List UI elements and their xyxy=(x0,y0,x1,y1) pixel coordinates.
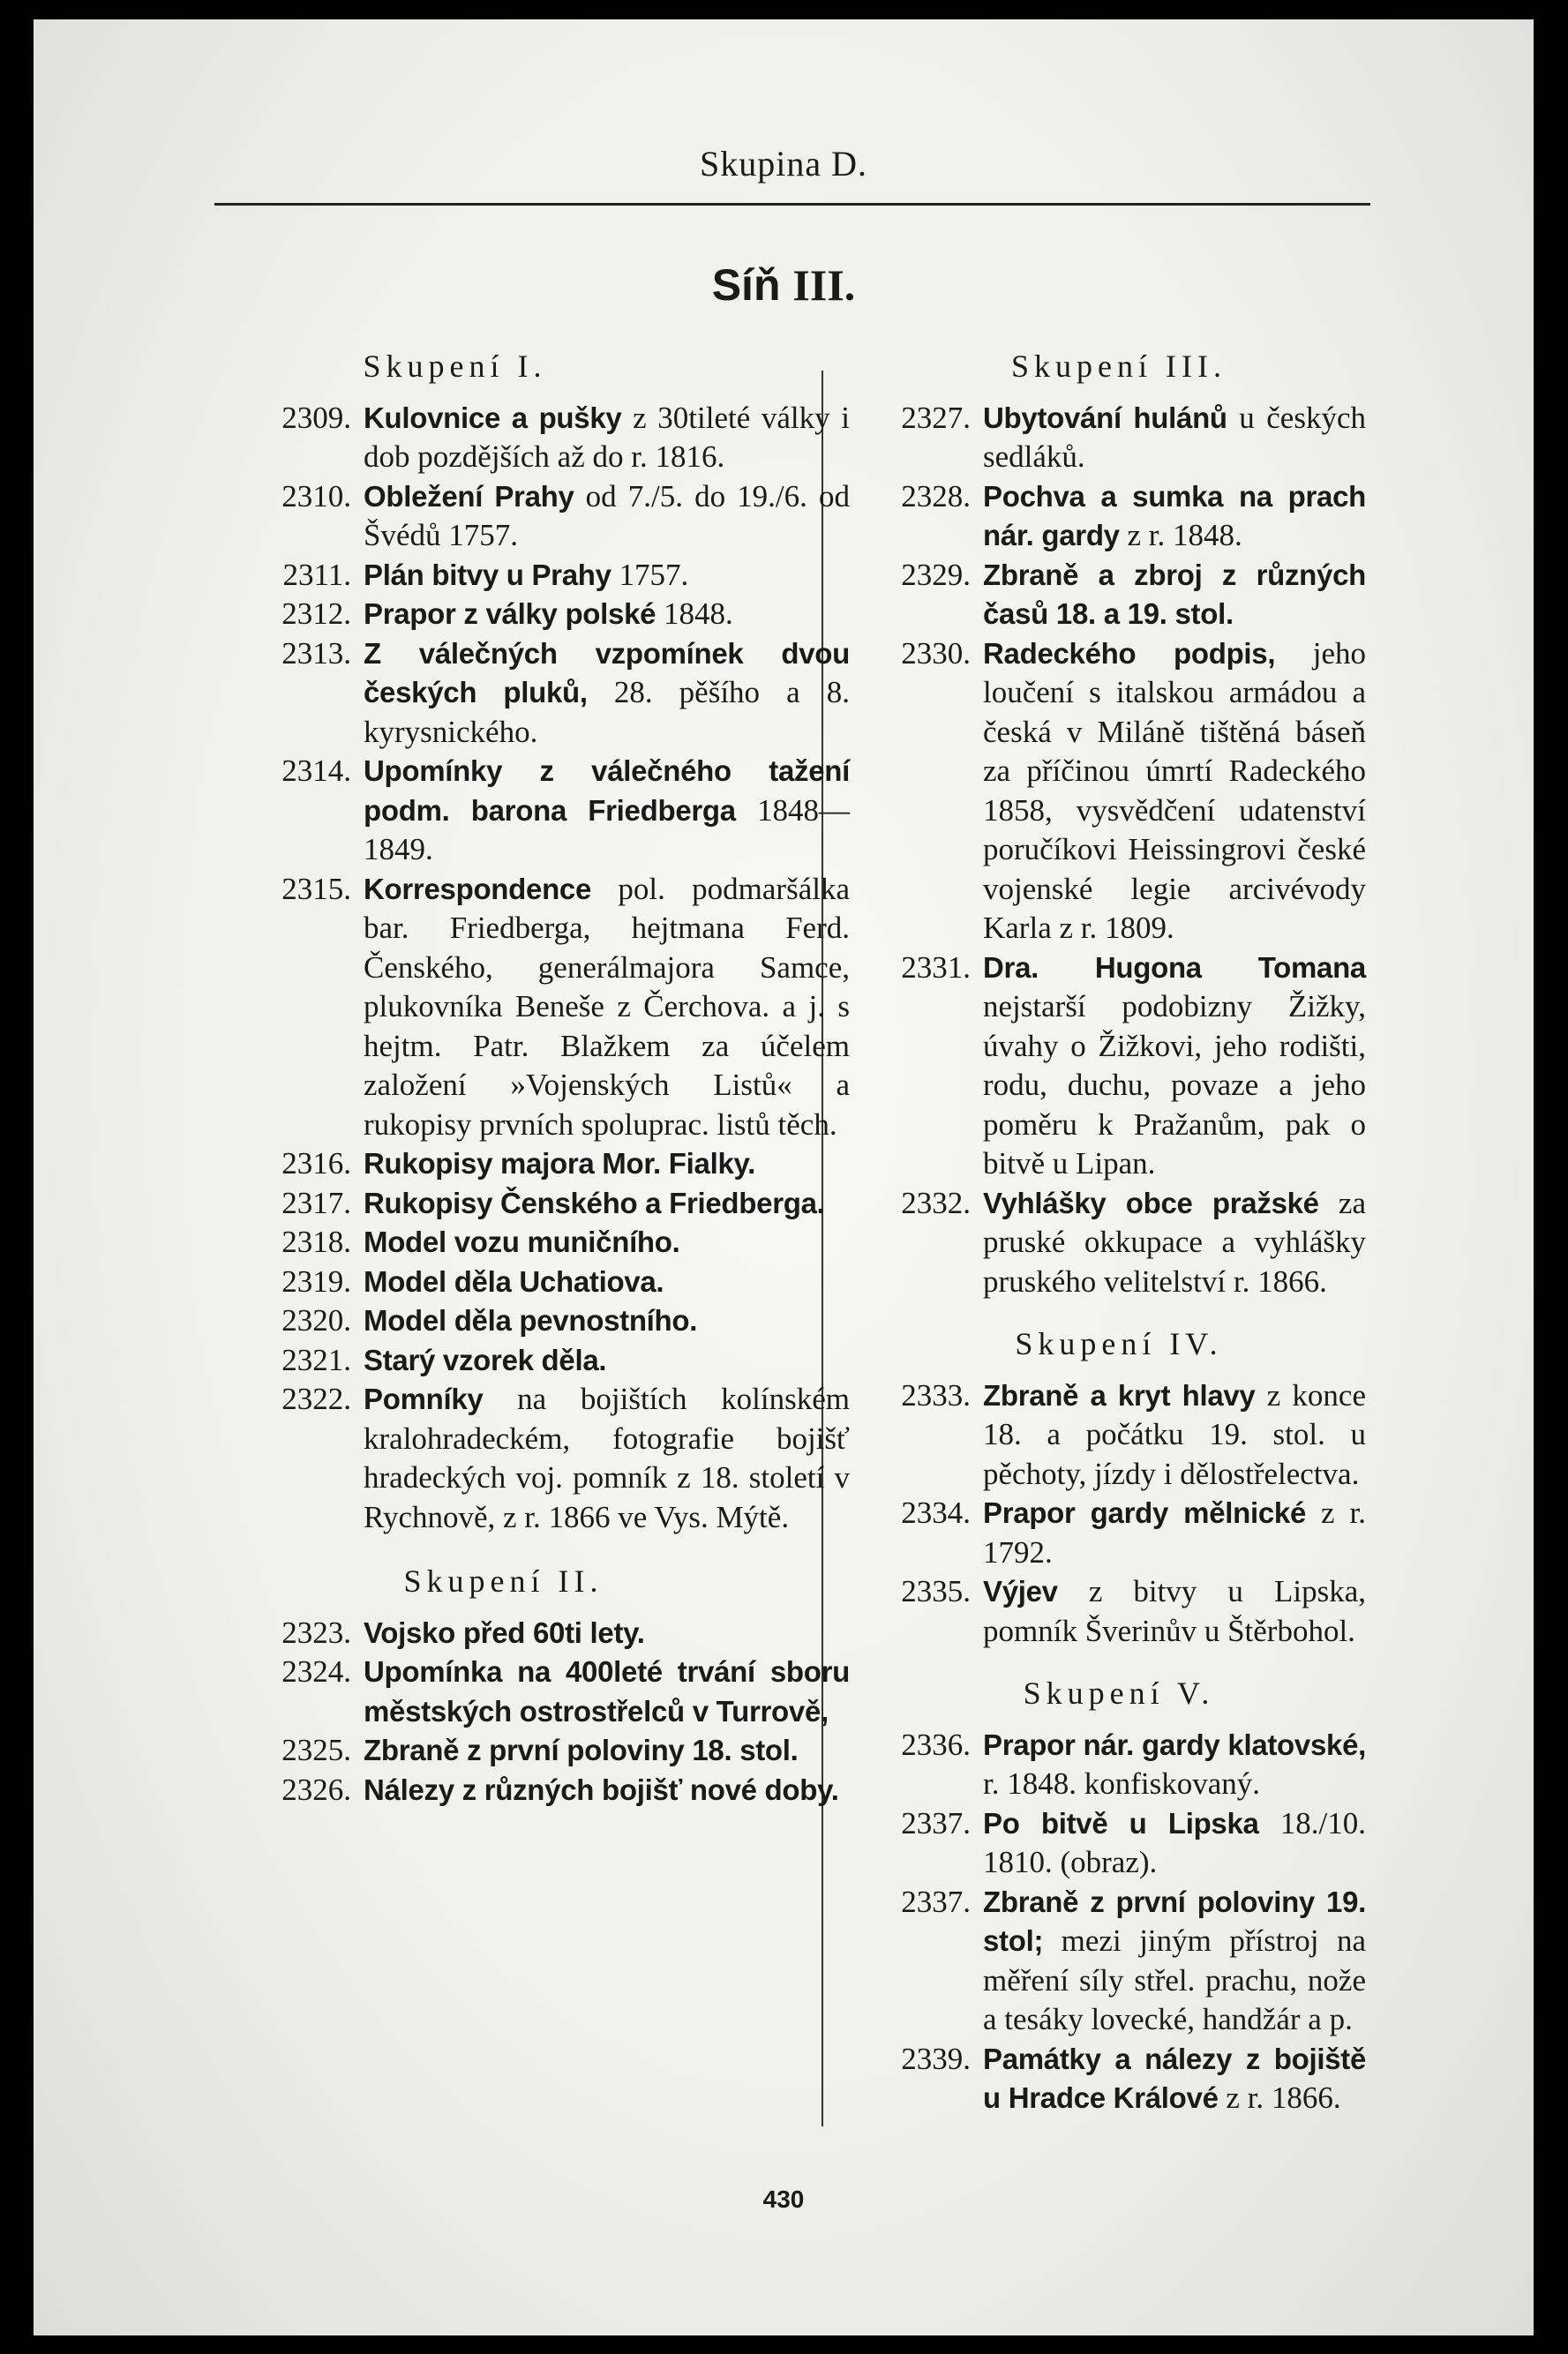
catalog-entry xyxy=(210,1301,850,1341)
entry-title: Kulovnice a pušky xyxy=(364,401,622,434)
entry-title: Vojsko před 60ti lety. xyxy=(364,1616,645,1649)
entry-number: 2311. xyxy=(282,557,351,592)
entry-title: Prapor z války polské xyxy=(364,597,656,630)
catalog-entry xyxy=(872,556,1366,634)
catalog-entry xyxy=(210,1263,850,1302)
entry-text xyxy=(983,1376,1366,1495)
entry-number: 2309. xyxy=(281,400,351,435)
group-heading-2: Skupení II. xyxy=(403,1563,604,1599)
entry-description: z r. 1866. xyxy=(1218,2080,1341,2115)
entry-text xyxy=(364,634,850,753)
entry-description: od 7./5. do 19./6. od Švédů 1757. xyxy=(364,478,850,552)
group-heading-4: Skupení IV. xyxy=(1015,1326,1223,1361)
entry-text xyxy=(364,1653,850,1731)
entry-text xyxy=(364,1380,850,1537)
entry-title: Z válečných vzpomínek dvou českých pluků, xyxy=(364,636,850,708)
catalog-entry xyxy=(210,399,850,477)
catalog-entry xyxy=(210,1653,850,1731)
entry-title: Zbraně z první poloviny 18. stol. xyxy=(364,1734,799,1766)
entry-title: Po bitvě u Lipska xyxy=(983,1806,1259,1840)
entry-number: 2337. xyxy=(901,1805,971,1840)
entry-title: Radeckého podpis, xyxy=(983,636,1276,670)
catalog-entry xyxy=(210,477,850,556)
entry-text xyxy=(364,595,850,634)
catalog-entry xyxy=(872,399,1366,477)
page-number: 430 xyxy=(762,2185,805,2213)
entry-number: 2315. xyxy=(281,871,351,906)
entry-number: 2331. xyxy=(901,949,971,985)
entry-title: Pochva a sumka na prach nár. gardy xyxy=(983,479,1366,551)
catalog-entry xyxy=(210,1184,850,1224)
group-heading-3: Skupení III. xyxy=(1011,349,1227,384)
entry-number: 2332. xyxy=(901,1185,971,1220)
entry-title: Zbraně a kryt hlavy xyxy=(983,1378,1256,1412)
entry-number: 2323. xyxy=(281,1615,351,1650)
catalog-entry xyxy=(872,2040,1366,2118)
entry-number: 2339. xyxy=(901,2041,971,2076)
entry-number: 2310. xyxy=(281,478,351,514)
entry-text xyxy=(364,1144,850,1184)
entry-title: Model děla Uchatiova. xyxy=(364,1264,664,1298)
catalog-entry xyxy=(872,1494,1366,1572)
entry-number: 2320. xyxy=(281,1303,351,1338)
entry-title: Výjev xyxy=(983,1575,1058,1608)
entry-description: 18./10. 1810. (obraz). xyxy=(983,1805,1366,1879)
group-heading-5: Skupení V. xyxy=(1023,1676,1215,1711)
entry-number: 2312. xyxy=(281,596,351,631)
entry-text xyxy=(983,556,1366,634)
catalog-entry xyxy=(210,1771,850,1810)
right-column xyxy=(872,341,1366,2118)
catalog-entry xyxy=(872,1883,1366,2040)
entry-number: 2322. xyxy=(281,1382,351,1416)
entry-title: Starý vzorek děla. xyxy=(364,1343,607,1376)
entry-text xyxy=(364,399,850,477)
entry-number: 2325. xyxy=(281,1733,351,1767)
entry-description: pol. podmaršálka bar. Friedberga, hejtmana Ferd. Čenského, generálmajora Samce, plukovníka Beneše z Čerchova. a j. s hejtm. Patr. Blažkem za účelem založení »Vojenských Listů« a rukopisy prvních spoluprac. listů těch. xyxy=(364,871,850,1142)
entry-title: Pomníky xyxy=(364,1383,484,1415)
entry-description: z r. 1792. xyxy=(983,1496,1366,1570)
hall-label: Síň xyxy=(711,260,781,310)
entry-text xyxy=(983,2040,1366,2118)
entry-title: Vyhlášky obce pražské xyxy=(983,1186,1319,1219)
entry-description: za pruské okkupace a vyhlášky pruského velitelství r. 1866. xyxy=(983,1185,1366,1299)
entry-title: Zbraně a zbroj z různých časů 18. a 19. stol. xyxy=(983,558,1366,630)
left-column xyxy=(210,341,850,1810)
entry-title: Model vozu muničního. xyxy=(364,1226,680,1258)
catalog-entry xyxy=(210,1223,850,1263)
entry-text xyxy=(983,1726,1366,1804)
entry-text xyxy=(983,634,1366,948)
entry-title: Plán bitvy u Prahy xyxy=(364,558,611,591)
entry-title: Model děla pevnostního. xyxy=(364,1304,698,1337)
entry-number: 2329. xyxy=(901,557,971,592)
entry-description: 28. pěšího a 8. kyrysnického. xyxy=(364,675,850,749)
catalog-entry xyxy=(872,1184,1366,1302)
entry-title: Prapor nár. gardy klatovské, xyxy=(983,1728,1366,1761)
entry-text xyxy=(983,399,1366,477)
entry-text xyxy=(364,1614,850,1653)
entry-number: 2321. xyxy=(281,1342,351,1377)
page xyxy=(34,19,1534,2335)
catalog-entry xyxy=(210,1144,850,1184)
catalog-entry xyxy=(872,477,1366,556)
entry-number: 2328. xyxy=(901,478,971,514)
entry-number: 2326. xyxy=(281,1772,351,1807)
entry-description: z konce 18. a počátku 19. stol. u pěchoty, jízdy i dělostřelectva. xyxy=(983,1377,1367,1491)
catalog-entry xyxy=(210,634,850,753)
catalog-entry xyxy=(210,1380,850,1537)
catalog-entry xyxy=(210,1731,850,1771)
entry-text xyxy=(364,477,850,556)
entry-number: 2335. xyxy=(901,1574,971,1608)
entry-title: Prapor gardy mělnické xyxy=(983,1496,1306,1529)
entry-description: r. 1848. konfiskovaný. xyxy=(983,1766,1261,1801)
entry-number: 2319. xyxy=(281,1263,351,1299)
entry-number: 2324. xyxy=(281,1654,351,1689)
hall-number: III. xyxy=(792,260,856,310)
entry-number: 2327. xyxy=(901,400,971,435)
entry-text xyxy=(983,1804,1366,1883)
entry-number: 2318. xyxy=(281,1225,351,1259)
entry-number: 2313. xyxy=(281,635,351,671)
entry-description: nejstarší podobizny Žižky, úvahy o Žižkovi, jeho rodišti, rodu, duchu, povaze a jeho poměru k Pražanům, pak o bitvě u Lipan. xyxy=(983,989,1366,1181)
entry-text xyxy=(364,752,850,870)
entry-description: 1757. xyxy=(611,557,689,592)
entry-number: 2317. xyxy=(281,1185,351,1220)
catalog-entry xyxy=(872,1804,1366,1883)
entry-text xyxy=(983,477,1366,556)
catalog-entry xyxy=(210,1341,850,1381)
entry-description: mezi jiným přístroj na měření síly střel. prachu, nože a tesáky lovecké, handžár a p. xyxy=(983,1923,1366,2036)
header-rule xyxy=(214,203,1370,206)
catalog-entry xyxy=(872,1376,1366,1495)
entry-text xyxy=(983,1184,1366,1302)
entry-title: Rukopisy majora Mor. Fialky. xyxy=(364,1147,755,1180)
entry-description: u českých sedláků. xyxy=(983,400,1367,474)
entry-number: 2337. xyxy=(901,1884,971,1919)
entry-title: Nálezy z různých bojišť nové doby. xyxy=(364,1773,839,1806)
catalog-entry xyxy=(210,556,850,596)
entry-text xyxy=(364,1771,850,1810)
running-header: Skupina D. xyxy=(700,144,867,184)
catalog-entry xyxy=(210,1614,850,1653)
catalog-entry xyxy=(872,1726,1366,1804)
entry-number: 2316. xyxy=(281,1146,351,1181)
catalog-entry xyxy=(872,948,1366,1184)
entry-text xyxy=(364,1301,850,1341)
entry-text xyxy=(364,556,850,596)
entry-description: 1848. xyxy=(656,596,733,631)
entry-number: 2336. xyxy=(901,1727,971,1762)
entry-number: 2330. xyxy=(901,635,971,671)
entry-text xyxy=(364,870,850,1145)
entry-number: 2333. xyxy=(901,1377,971,1413)
entry-text xyxy=(983,1883,1366,2040)
entry-text xyxy=(364,1731,850,1771)
entry-description: jeho loučení s italskou armádou a česká v Miláně tištěná báseň za příčinou úmrtí Radeckého 1858, vysvědčení udatenství poručíkovi Heissingrovi české vojenské legie arcivévody Karla z r. 1809. xyxy=(983,635,1366,945)
entry-number: 2314. xyxy=(281,753,351,788)
entry-text xyxy=(364,1341,850,1381)
entry-text xyxy=(364,1223,850,1263)
entry-title: Upomínky z válečného tažení podm. barona Friedberga xyxy=(364,754,850,827)
entry-text xyxy=(983,1494,1366,1572)
catalog-entry xyxy=(872,1572,1366,1651)
entry-title: Korrespondence xyxy=(364,872,592,905)
entry-description: z bitvy u Lipska, pomník Šverinův u Štěrbohol. xyxy=(983,1574,1366,1648)
group-heading-1: Skupení I. xyxy=(363,349,547,384)
entry-title: Památky a nálezy z bojiště u Hradce Králové xyxy=(983,2042,1366,2114)
entry-title: Ubytování hulánů xyxy=(983,401,1227,434)
entry-title: Zbraně z první poloviny 19. stol; xyxy=(983,1885,1366,1957)
catalog-entry xyxy=(210,595,850,634)
entry-title: Obležení Prahy xyxy=(364,479,574,513)
hall-title xyxy=(34,259,1534,311)
entry-title: Upomínka na 400leté trvání sboru městských ostrostřelců v Turrově, xyxy=(364,1655,850,1728)
entry-title: Dra. Hugona Tomana xyxy=(983,950,1366,984)
entry-description: na bojištích kolínském kralohradeckém, fotografie bojišť hradeckých voj. pomník z 18. století v Rychnově, z r. 1866 ve Vys. Mýtě. xyxy=(364,1382,850,1534)
catalog-entry xyxy=(210,752,850,870)
entry-text xyxy=(364,1184,850,1224)
entry-description: z r. 1848. xyxy=(1119,518,1242,552)
entry-description: z 30tileté války i dob pozdějších až do r. 1816. xyxy=(364,400,850,474)
entry-text xyxy=(364,1263,850,1302)
entry-title: Rukopisy Čenského a Friedberga. xyxy=(364,1186,825,1219)
catalog-entry xyxy=(872,634,1366,948)
catalog-entry xyxy=(210,870,850,1145)
entry-text xyxy=(983,948,1366,1184)
entry-text xyxy=(983,1572,1366,1651)
entry-description: 1848—1849. xyxy=(364,792,850,866)
entry-number: 2334. xyxy=(901,1496,971,1530)
